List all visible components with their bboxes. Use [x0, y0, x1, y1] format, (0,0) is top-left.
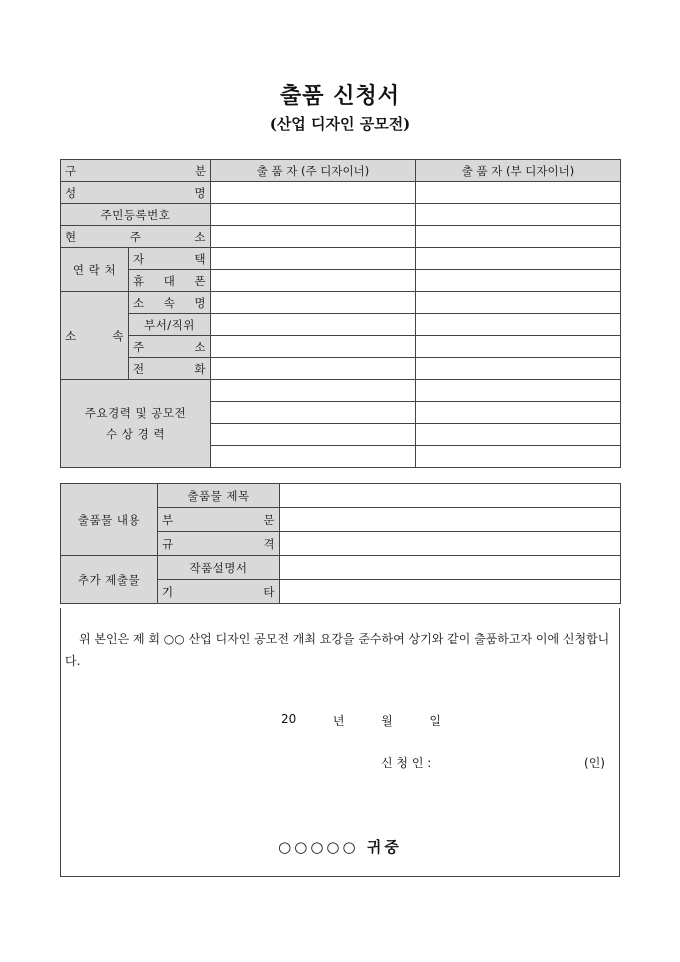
field-mobile-sub[interactable] — [416, 270, 621, 292]
field-career-main-4[interactable] — [211, 446, 416, 468]
field-other[interactable] — [280, 580, 621, 604]
field-entry-title[interactable] — [280, 484, 621, 508]
field-dept-main[interactable] — [211, 314, 416, 336]
field-work-description[interactable] — [280, 556, 621, 580]
addressee: ○○○○○ 귀중 — [278, 838, 402, 856]
field-org-phone-sub[interactable] — [416, 358, 621, 380]
header-category: 구 분 — [61, 160, 211, 182]
label-name: 성 명 — [61, 182, 211, 204]
row-contact-home — [61, 248, 621, 270]
row-career-1 — [61, 380, 621, 402]
table-header-row — [61, 160, 621, 182]
label-division: 부 문 — [158, 508, 280, 532]
document-subtitle: (산업 디자인 공모전) — [269, 115, 411, 133]
label-additional-group: 추가 제출물 — [61, 556, 158, 604]
entry-table — [60, 483, 621, 604]
label-contact-home: 자 택 — [129, 248, 211, 270]
declaration-text: 위 본인은 제 회 ○○ 산업 디자인 공모전 개최 요강을 준수하여 상기와 같이 출품하고자 이에 신청합니다. — [65, 632, 610, 668]
label-specification: 규 격 — [158, 532, 280, 556]
row-affiliation-phone — [61, 358, 621, 380]
date-year: 20 — [281, 712, 297, 726]
field-home-main[interactable] — [211, 248, 416, 270]
label-affiliation-address: 주 소 — [129, 336, 211, 358]
row-affiliation-dept — [61, 314, 621, 336]
label-career-line1: 주요경력 및 공모전 — [84, 405, 187, 420]
date-month-unit: 월 — [381, 714, 393, 728]
field-division[interactable] — [280, 508, 621, 532]
field-org-phone-main[interactable] — [211, 358, 416, 380]
field-dept-sub[interactable] — [416, 314, 621, 336]
seal-label: (인) — [584, 756, 605, 770]
label-contact-mobile: 휴 대 폰 — [129, 270, 211, 292]
label-content-group: 출품물 내용 — [61, 484, 158, 556]
declaration-box — [60, 608, 620, 877]
field-career-sub-1[interactable] — [416, 380, 621, 402]
field-career-sub-4[interactable] — [416, 446, 621, 468]
label-affiliation-group: 소 속 — [61, 292, 129, 380]
field-org-name-sub[interactable] — [416, 292, 621, 314]
label-affiliation-phone: 전 화 — [129, 358, 211, 380]
document-title: 출품 신청서 — [280, 83, 400, 109]
field-career-sub-2[interactable] — [416, 402, 621, 424]
field-mobile-main[interactable] — [211, 270, 416, 292]
date-year-unit: 년 — [332, 714, 345, 728]
field-address-main[interactable] — [211, 226, 416, 248]
field-specification[interactable] — [280, 532, 621, 556]
field-name-sub[interactable] — [416, 182, 621, 204]
field-career-main-3[interactable] — [211, 424, 416, 446]
field-org-address-main[interactable] — [211, 336, 416, 358]
label-affiliation-name: 소 속 명 — [129, 292, 211, 314]
applicant-table — [60, 159, 621, 468]
label-work-description: 작품설명서 — [158, 556, 280, 580]
label-other: 기 타 — [158, 580, 280, 604]
field-home-sub[interactable] — [416, 248, 621, 270]
row-affiliation-name — [61, 292, 621, 314]
header-main-designer: 출 품 자 (주 디자이너) — [211, 160, 416, 182]
date-day-unit: 일 — [429, 714, 441, 728]
field-name-main[interactable] — [211, 182, 416, 204]
field-career-sub-3[interactable] — [416, 424, 621, 446]
field-address-sub[interactable] — [416, 226, 621, 248]
row-address — [61, 226, 621, 248]
date-line — [281, 712, 441, 729]
field-resident-number-sub[interactable] — [416, 204, 621, 226]
applicant-label: 신 청 인 : — [381, 756, 432, 770]
label-career-line2: 수 상 경 력 — [106, 426, 165, 441]
field-career-main-1[interactable] — [211, 380, 416, 402]
label-contact-group: 연 락 처 — [61, 248, 129, 292]
header-sub-designer: 출 품 자 (부 디자이너) — [416, 160, 621, 182]
row-entry-title — [61, 484, 621, 508]
field-org-name-main[interactable] — [211, 292, 416, 314]
field-career-main-2[interactable] — [211, 402, 416, 424]
label-resident-number: 주민등록번호 — [61, 204, 211, 226]
row-contact-mobile — [61, 270, 621, 292]
field-org-address-sub[interactable] — [416, 336, 621, 358]
label-affiliation-dept: 부서/직위 — [129, 314, 211, 336]
row-name — [61, 182, 621, 204]
row-work-description — [61, 556, 621, 580]
field-resident-number-main[interactable] — [211, 204, 416, 226]
label-career — [61, 380, 211, 468]
row-resident-number — [61, 204, 621, 226]
label-address: 현 주 소 — [61, 226, 211, 248]
label-entry-title: 출품물 제목 — [158, 484, 280, 508]
row-affiliation-address — [61, 336, 621, 358]
